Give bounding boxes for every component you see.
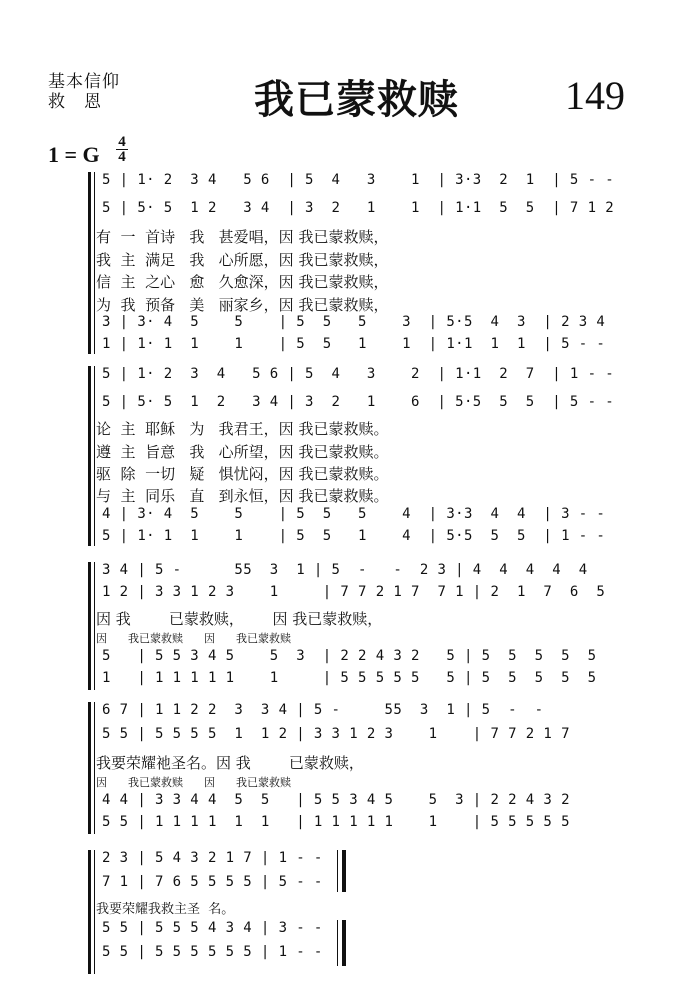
tenor-line: 4 | 3· 4 5 5 | 5 5 5 4 | 3·3 4 4 | 3 - - (102, 506, 606, 522)
soprano-line: 3 4 | 5 - 55 3 1 | 5 - - 2 3 | 4 4 4 4 4 (102, 562, 588, 578)
soprano-line: 2 3 | 5 4 3 2 1 7 | 1 - - (102, 850, 323, 866)
soprano-line: 5 | 1· 2 3 4 5 6 | 5 4 3 2 | 1·1 2 7 | 1 - - (102, 366, 615, 382)
lyrics-verse-1: 论 主 耶稣 为 我君王，因 我已蒙救赎。 (96, 420, 389, 438)
bass-line: 5 5 | 1 1 1 1 1 1 | 1 1 1 1 1 1 | 5 5 5 5 5 (102, 814, 570, 830)
alto-line: 7 1 | 7 6 5 5 5 5 | 5 - - (102, 874, 323, 890)
final-barline-thin-lower (337, 920, 338, 966)
lyrics-main: 我要荣耀我救主圣 名。 (96, 902, 235, 917)
hymn-number: 149 (565, 73, 625, 118)
lyrics-verse-4: 与 主 同乐 直 到永恒，因 我已蒙救赎。 (96, 487, 389, 505)
lyrics-verse-4: 为 我 预备 美 丽家乡，因 我已蒙救赎， (96, 296, 389, 314)
lyrics-main: 因 我 已蒙救赎， 因 我已蒙救赎， (96, 610, 383, 628)
lyrics-verse-2: 遵 主 旨意 我 心所望，因 我已蒙救赎。 (96, 443, 389, 461)
score-system-5 (88, 850, 358, 974)
final-barline-thick-lower (342, 920, 346, 966)
hymn-title: 我已蒙救赎 (254, 77, 459, 123)
lyrics-echo: 因 我已蒙救赎 因 我已蒙救赎 (96, 776, 291, 789)
lyrics-verse-2: 我 主 满足 我 心所愿，因 我已蒙救赎， (96, 251, 389, 269)
score-system-4 (88, 702, 588, 834)
key-signature: 1 = G (48, 142, 100, 167)
bass-line: 1 | 1· 1 1 1 | 5 5 1 1 | 1·1 1 1 | 5 - - (102, 336, 606, 352)
soprano-line: 6 7 | 1 1 2 2 3 3 4 | 5 - 55 3 1 | 5 - - (102, 702, 544, 718)
bass-line: 5 5 | 5 5 5 5 5 5 | 1 - - (102, 944, 323, 960)
bass-line: 1 | 1 1 1 1 1 1 | 5 5 5 5 5 5 | 5 5 5 5 5 (102, 670, 597, 686)
category-line-2: 救 恩 (48, 92, 102, 112)
final-barline-thick (342, 850, 346, 892)
score-system-2 (88, 366, 615, 546)
time-signature (116, 135, 128, 164)
lyrics-verse-3: 驱 除 一切 疑 惧忧闷，因 我已蒙救赎。 (96, 465, 389, 483)
alto-line: 1 2 | 3 3 1 2 3 1 | 7 7 2 1 7 7 1 | 2 1 7 6 5 (102, 584, 606, 600)
lyrics-verse-3: 信 主 之心 愈 久愈深，因 我已蒙救赎， (96, 273, 389, 291)
tenor-line: 4 4 | 3 3 4 4 5 5 | 5 5 3 4 5 5 3 | 2 2 4 3 2 (102, 792, 570, 808)
tenor-line: 3 | 3· 4 5 5 | 5 5 5 3 | 5·5 4 3 | 2 3 4 (102, 314, 606, 330)
category-line-1: 基本信仰 (48, 72, 120, 92)
lyrics-verse-1: 有 一 首诗 我 甚爱唱，因 我已蒙救赎， (96, 228, 389, 246)
time-signature-bottom: 4 (116, 149, 128, 164)
tenor-line: 5 | 5 5 3 4 5 5 3 | 2 2 4 3 2 5 | 5 5 5 5 5 (102, 648, 597, 664)
score-system-1 (88, 172, 615, 354)
alto-line: 5 | 5· 5 1 2 3 4 | 3 2 1 1 | 1·1 5 5 | 7 1 2 (102, 200, 615, 216)
score-system-3 (88, 562, 606, 690)
time-signature-top: 4 (118, 134, 126, 150)
final-barline-thin (337, 850, 338, 892)
tenor-line: 5 5 | 5 5 5 4 3 4 | 3 - - (102, 920, 323, 936)
soprano-line: 5 | 1· 2 3 4 5 6 | 5 4 3 1 | 3·3 2 1 | 5 - - (102, 172, 615, 188)
lyrics-main: 我要荣耀祂圣名。因 我 已蒙救赎， (96, 754, 364, 772)
alto-line: 5 | 5· 5 1 2 3 4 | 3 2 1 6 | 5·5 5 5 | 5 - - (102, 394, 615, 410)
bass-line: 5 | 1· 1 1 1 | 5 5 1 4 | 5·5 5 5 | 1 - - (102, 528, 606, 544)
alto-line: 5 5 | 5 5 5 5 1 1 2 | 3 3 1 2 3 1 | 7 7 2 1 7 (102, 726, 570, 742)
lyrics-echo: 因 我已蒙救赎 因 我已蒙救赎 (96, 632, 291, 645)
category-label (48, 72, 120, 112)
